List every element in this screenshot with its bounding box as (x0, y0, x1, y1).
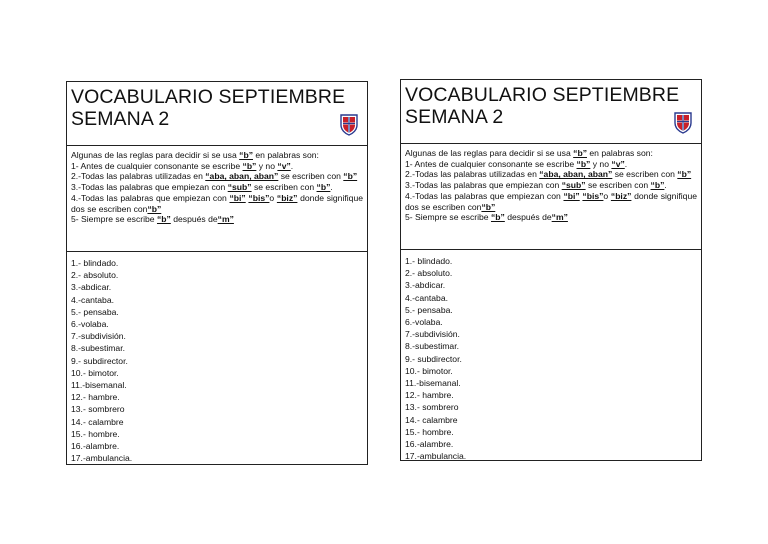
vocabulary-card-left (66, 81, 368, 465)
rule-3: 3.-Todas las palabras que empiezan con “sub” se escriben con “b”. (71, 182, 333, 193)
list-item: 12.- hambre. (71, 392, 120, 403)
vocabulary-card-right (400, 79, 702, 461)
list-item: 9.- subdirector. (71, 355, 128, 366)
list-item: 5.- pensaba. (405, 304, 453, 315)
list-item: 9.- subdirector. (405, 353, 462, 364)
list-item: 15.- hombre. (405, 426, 454, 437)
rule-1: 1- Antes de cualquier consonante se escribe “b” y no “v”. (71, 160, 294, 171)
rule-4: 4.-Todas las palabras que empiezan con “bi” “bis”o “biz” donde signifique dos se escriben con“b” (71, 192, 363, 214)
list-item: 6.-volaba. (405, 317, 443, 328)
list-item: 12.- hambre. (405, 390, 454, 401)
rule-2: 2.-Todas las palabras utilizadas en “aba, aban, aban” se escriben con “b” (71, 171, 358, 182)
list-item: 2.- absoluto. (405, 268, 453, 279)
rule-5: 5- Siempre se escribe “b” después de“m” (405, 212, 568, 223)
title-line-1: VOCABULARIO SEPTIEMBRE (405, 84, 680, 106)
rule-1: 1- Antes de cualquier consonante se escribe “b” y no “v”. (405, 158, 628, 169)
rules-intro: Algunas de las reglas para decidir si se usa “b” en palabras son: (71, 150, 319, 160)
list-item: 16.-alambre. (71, 441, 120, 452)
title-line-2: SEMANA 2 (71, 108, 170, 130)
list-item: 16.-alambre. (405, 439, 454, 450)
list-item: 8.-subestimar. (71, 343, 125, 354)
spelling-rules (401, 144, 701, 250)
card-title (405, 84, 701, 128)
list-item: 10.- bimotor. (71, 367, 119, 378)
list-item: 10.- bimotor. (405, 365, 453, 376)
list-item: 6.-volaba. (71, 319, 109, 330)
card-header (67, 82, 367, 146)
card-title (71, 86, 367, 130)
list-item: 14.- calambre (71, 416, 124, 427)
school-crest-icon (674, 112, 692, 134)
list-item: 5.- pensaba. (71, 306, 119, 317)
rule-4: 4.-Todas las palabras que empiezan con “bi” “bis”o “biz” donde signifique dos se escriben con“b” (405, 190, 697, 212)
list-item: 1.- blindado. (71, 258, 119, 268)
list-item: 4.-cantaba. (71, 294, 114, 305)
title-line-2: SEMANA 2 (405, 106, 504, 128)
list-item: 8.-subestimar. (405, 341, 459, 352)
list-item: 1.- blindado. (405, 256, 453, 266)
list-item: 11.-bisemanal. (405, 378, 461, 389)
card-header (401, 80, 701, 144)
title-line-1: VOCABULARIO SEPTIEMBRE (71, 86, 346, 108)
list-item: 13.- sombrero (405, 402, 459, 413)
school-crest-icon (340, 114, 358, 136)
rule-5: 5- Siempre se escribe “b” después de“m” (71, 214, 234, 225)
word-list (67, 252, 367, 464)
rules-intro: Algunas de las reglas para decidir si se usa “b” en palabras son: (405, 148, 653, 158)
list-item: 3.-abdicar. (71, 282, 112, 293)
list-item: 17.-ambulancia. (71, 453, 133, 464)
spelling-rules (67, 146, 367, 252)
list-item: 7.-subdivisión. (71, 331, 126, 342)
list-item: 13.- sombrero (71, 404, 125, 415)
word-list (401, 250, 701, 462)
list-item: 11.-bisemanal. (71, 380, 127, 391)
list-item: 14.- calambre (405, 414, 458, 425)
list-item: 4.-cantaba. (405, 292, 448, 303)
rule-3: 3.-Todas las palabras que empiezan con “sub” se escriben con “b”. (405, 180, 667, 191)
list-item: 17.-ambulancia. (405, 451, 467, 462)
list-item: 7.-subdivisión. (405, 329, 460, 340)
list-item: 15.- hombre. (71, 428, 120, 439)
list-item: 2.- absoluto. (71, 270, 119, 281)
list-item: 3.-abdicar. (405, 280, 446, 291)
rule-2: 2.-Todas las palabras utilizadas en “aba, aban, aban” se escriben con “b” (405, 169, 692, 180)
